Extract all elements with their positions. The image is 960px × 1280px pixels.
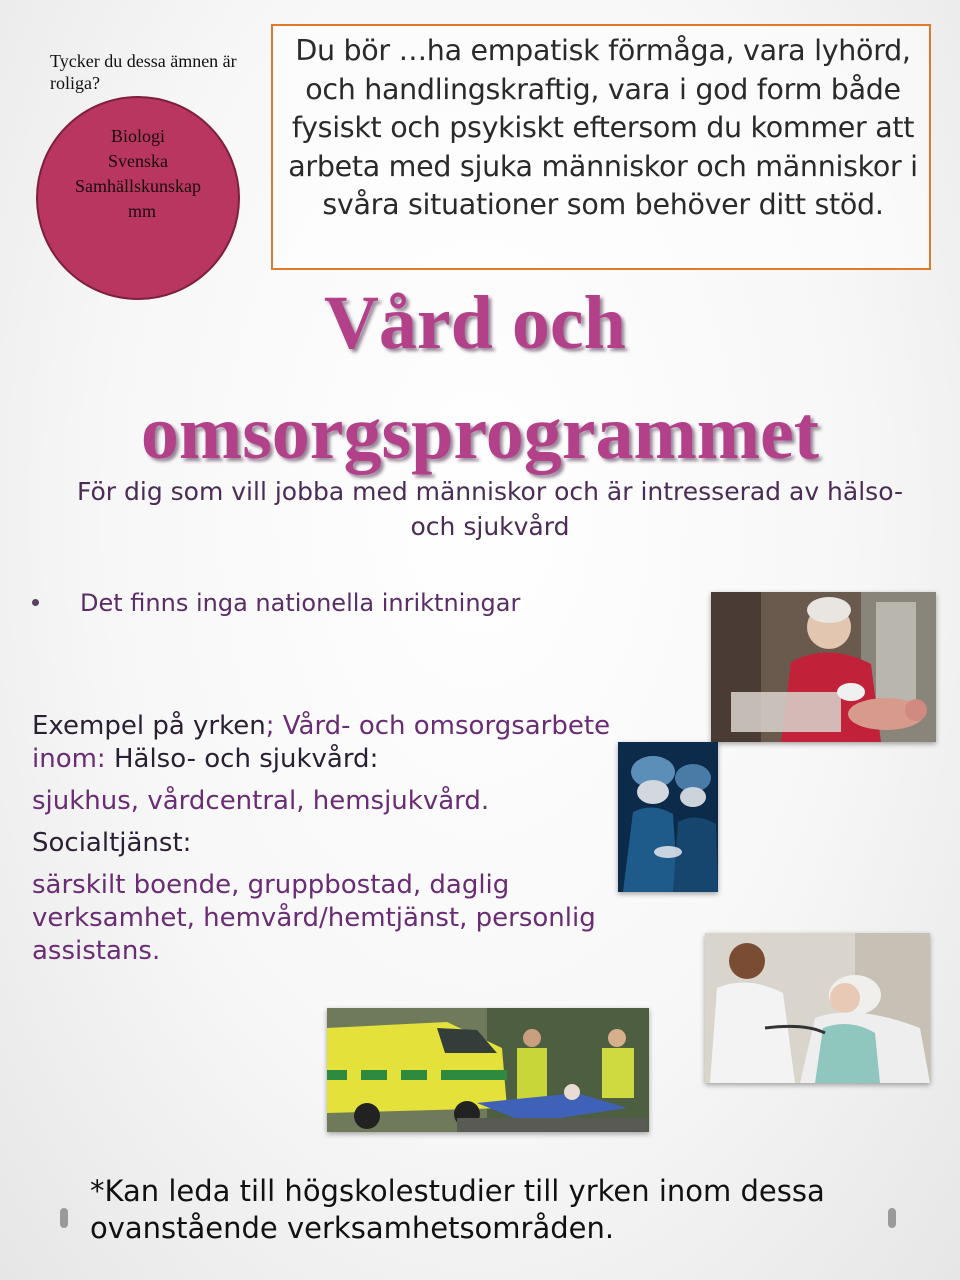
requirements-callout-text: Du bör …ha empatisk förmåga, vara lyhörd, och handlingskraftig, vara i god form både fysiskt och psykiskt eftersom du kommer att arbeta med sjuka människor och människor i svåra situationer som behöver ditt stöd. [288, 34, 918, 221]
health-line [32, 743, 692, 776]
ambulance-photo [327, 1008, 649, 1132]
program-title-line2: omsorgsprogrammet [140, 391, 820, 475]
health-places: sjukhus, vårdcentral, hemsjukvård. [32, 786, 490, 816]
surgeons-photo [618, 742, 718, 892]
job-examples [32, 710, 692, 968]
examples-line [32, 710, 692, 743]
program-subtitle: För dig som vill jobba med människor och är intresserad av hälso- och sjukvård [77, 477, 903, 541]
social-places: särskilt boende, gruppbostad, daglig verksamhet, hemvård/hemtjänst, personlig assistans. [32, 870, 596, 966]
elderly-patient-photo [705, 933, 930, 1083]
footer-note: *Kan leda till högskolestudier till yrken inom dessa ovanstående verksamhetsområden. [90, 1174, 825, 1245]
inom-label: inom: [32, 744, 106, 774]
nav-handle-left-icon[interactable] [60, 1208, 68, 1228]
care-work-label: Vård- och omsorgsarbete [274, 711, 611, 741]
subject-item: Samhällskunskap [75, 176, 201, 196]
subject-item: mm [127, 201, 156, 221]
program-title-line1: Vård och [324, 281, 626, 365]
bullet-text: Det finns inga nationella inriktningar [80, 589, 521, 617]
bullet-icon [32, 599, 39, 606]
nav-handle-right-icon[interactable] [888, 1208, 896, 1228]
examples-lead: Exempel på yrken [32, 711, 266, 741]
subject-item: Svenska [108, 151, 168, 171]
examples-separator: ; [265, 711, 275, 741]
nurse-newborn-photo [711, 592, 936, 742]
subject-question: Tycker du dessa ämnen är roliga? [50, 51, 237, 93]
social-label: Socialtjänst: [32, 828, 192, 858]
health-label: Hälso- och sjukvård: [105, 744, 379, 774]
subjects-circle [36, 96, 240, 300]
subject-item: Biologi [110, 126, 165, 146]
